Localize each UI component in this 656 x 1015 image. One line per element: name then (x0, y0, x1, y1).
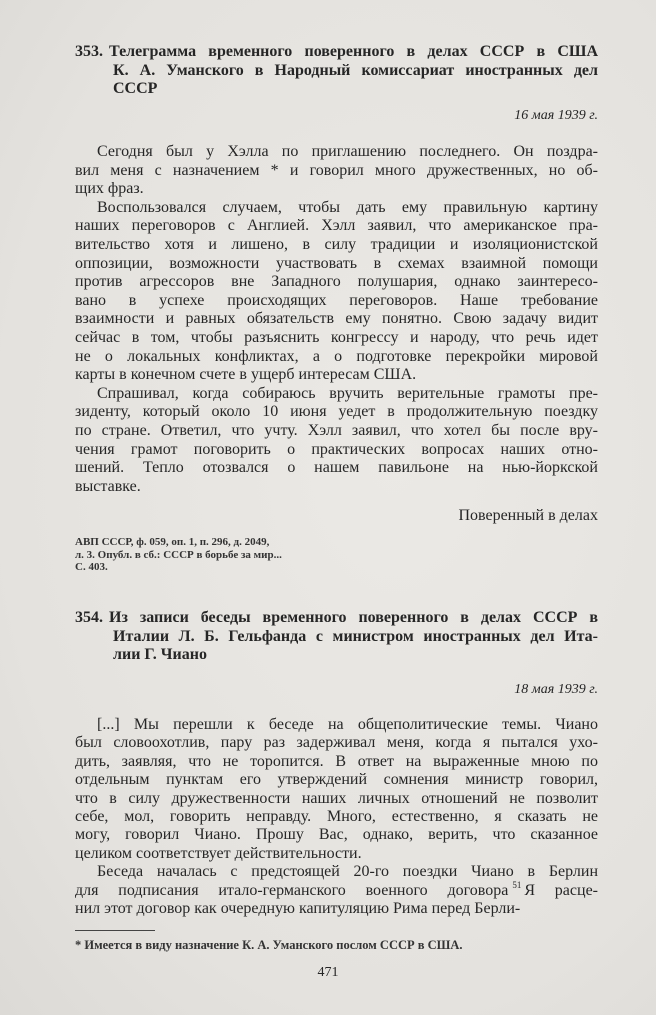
text-line (75, 310, 598, 329)
title-line (75, 609, 598, 628)
title-text: СССР (113, 80, 158, 97)
source-line: С. 403. (75, 561, 108, 573)
doc-353-source (75, 536, 282, 574)
text-line (75, 478, 598, 497)
text-span: оппозиции, возможности участвовать в схемах взаимной помощи (75, 254, 598, 272)
text-line (75, 441, 598, 460)
doc-354-date: 18 мая 1939 г. (514, 682, 598, 697)
footnote-divider (75, 930, 155, 931)
title-text: К. А. Уманского в Народный комиссариат иностранных дел (113, 61, 598, 79)
source-line: л. 3. Опубл. в сб.: СССР в борьбе за мир... (75, 548, 282, 561)
text-span: вил меня с назначением * и говорил много дружественных, но об- (75, 161, 598, 179)
text-line (75, 329, 598, 348)
text-span: взаимности и равных обязательств ему понятно. Свою задачу видит (75, 310, 598, 328)
text-line (75, 753, 598, 771)
text-span: Я расце- (524, 881, 598, 899)
doc-354-body (75, 716, 598, 918)
title-text: Из записи беседы временного поверенного в делах СССР в (109, 609, 598, 626)
text-span: щих фраз. (75, 180, 144, 198)
text-line (75, 366, 598, 385)
doc-number: 353. (75, 43, 103, 60)
text-line (75, 180, 598, 199)
text-line (75, 162, 598, 181)
text-span: целиком соответствует действительности. (75, 844, 362, 862)
text-line (75, 826, 598, 844)
text-span: сейчас в том, чтобы разъяснить конгрессу и народу, что речь идет (75, 328, 598, 346)
text-line (75, 199, 598, 218)
title-line (75, 628, 598, 647)
text-span: могу, говорил Чиано. Прошу Вас, однако, верить, что сказанное (75, 826, 598, 844)
text-span: чения грамот поговорить о практических вопросах наших отно- (75, 440, 598, 458)
text-line (75, 422, 598, 441)
text-span: Беседа началась с предстоящей 20-го поездки Чиано в Берлин (97, 863, 598, 881)
text-span: Воспользовался случаем, чтобы дать ему правильную картину (97, 198, 598, 216)
doc-354-title (75, 609, 598, 665)
text-span: Сегодня был у Хэлла по приглашению последнего. Он поздра- (97, 143, 598, 160)
title-line (75, 62, 598, 81)
title-text: Италии Л. Б. Гельфанда с министром иностранных дел Ита- (113, 627, 598, 645)
text-line (75, 771, 598, 789)
text-line (75, 403, 598, 422)
page-number: 471 (317, 965, 339, 980)
doc-353-signature: Поверенный в делах (458, 507, 598, 524)
doc-353-date: 16 мая 1939 г. (514, 108, 598, 123)
text-line (75, 882, 598, 900)
text-line (75, 143, 598, 162)
text-line (75, 790, 598, 808)
text-line (75, 734, 598, 752)
text-span: дить, заявляя, что не торопится. В ответ на выраженные мною по (75, 752, 598, 770)
title-text: Телеграмма временного поверенного в делах СССР в США (109, 43, 598, 60)
text-span: для подписания итало-германского военного договора (75, 881, 509, 899)
text-line (75, 900, 598, 918)
title-text: лии Г. Чиано (113, 646, 207, 663)
text-span: шений. Тепло отозвался о нашем павильоне на нью-йоркской (75, 459, 598, 477)
text-span: нил этот договор как очередную капитуляцию Рима перед Берли- (75, 899, 521, 917)
footnote-ref: 51 (512, 880, 522, 891)
text-span: наших переговоров с Англией. Хэлл заявил, что американское пра- (75, 217, 598, 235)
text-line (75, 255, 598, 274)
text-span: по стране. Ответил, что учту. Хэлл заявил, что хотел бы после вру- (75, 421, 598, 439)
source-line: АВП СССР, ф. 059, оп. 1, п. 296, д. 2049, (75, 536, 270, 548)
text-line (75, 845, 598, 863)
text-span: против агрессоров вне Западного полушария, однако заинтересо- (75, 273, 598, 291)
footnote: * Имеется в виду назначение К. А. Уманского послом СССР в США. (75, 938, 463, 952)
text-line (75, 292, 598, 311)
text-span: вано в успехе происходящих переговоров. Наше требование (75, 291, 598, 309)
text-span: что в силу дружественности наших личных отношений не позволит (75, 789, 598, 807)
text-line (75, 716, 598, 734)
text-span: карты в конечном счете в ущерб интересам США. (75, 366, 417, 384)
text-span: зиденту, который около 10 июня уедет в продолжительную поездку (75, 403, 598, 421)
text-span: выставке. (75, 477, 141, 495)
text-span: себе, мол, говорить неправду. Много, естественно, я сказать не (75, 807, 598, 825)
text-line (75, 273, 598, 292)
text-line (75, 808, 598, 826)
title-line (75, 43, 598, 62)
text-line (75, 385, 598, 404)
text-line (75, 236, 598, 255)
text-span: был словоохотлив, пару раз задерживал меня, когда я пытался ухо- (75, 734, 598, 752)
text-line (75, 217, 598, 236)
text-span: вительство хотя и лишено, в силу традиции и изоляционистской (75, 235, 598, 253)
text-line (75, 348, 598, 367)
text-span: Спрашивал, когда собираюсь вручить верительные грамоты пре- (97, 384, 598, 402)
title-line (75, 80, 598, 99)
doc-353-title (75, 43, 598, 99)
text-line (75, 863, 598, 881)
text-span: не о локальных конфликтах, а о подготовке перекройки мировой (75, 347, 598, 365)
doc-353-body (75, 143, 598, 496)
doc-number: 354. (75, 609, 103, 626)
text-span: [...] Мы перешли к беседе на общеполитические темы. Чиано (97, 716, 598, 733)
text-span: отдельным пунктам его утверждений сомнения министр говорил, (75, 771, 598, 789)
text-line (75, 459, 598, 478)
title-line (75, 646, 598, 665)
